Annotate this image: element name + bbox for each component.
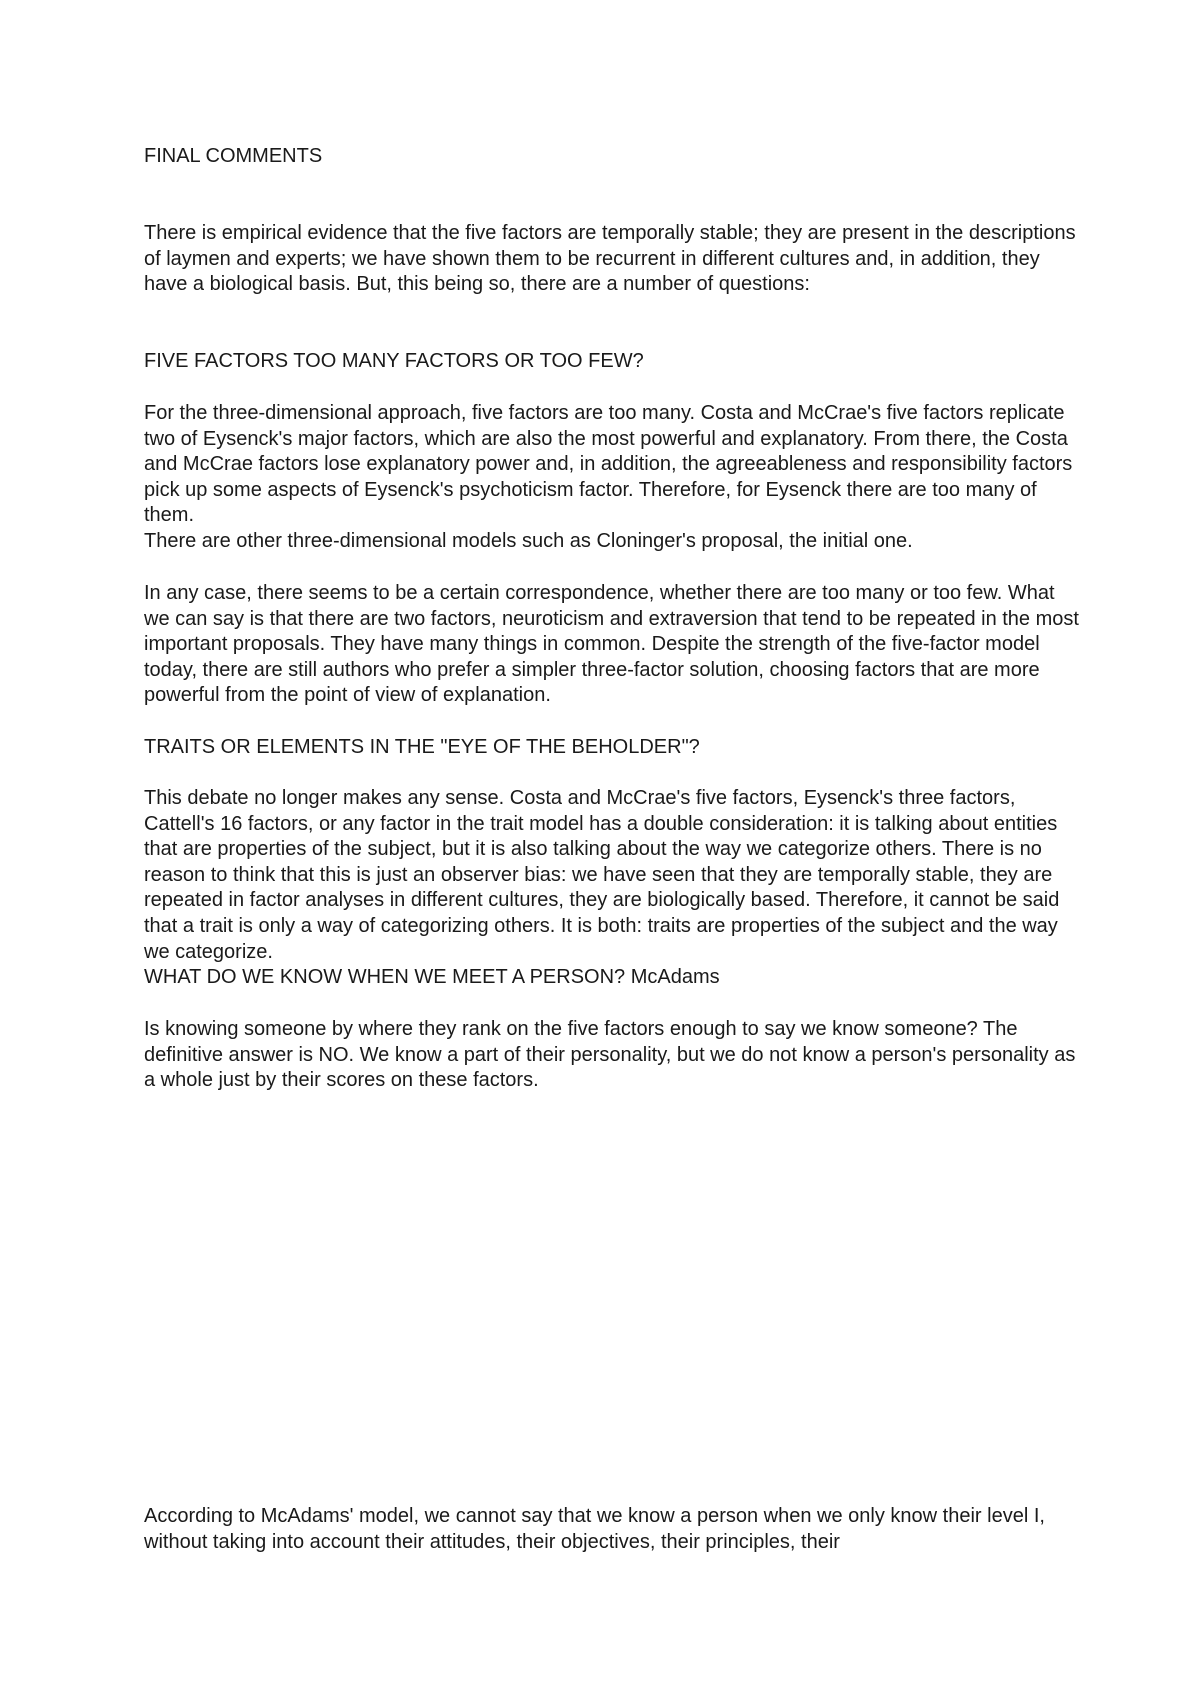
intro-paragraph: There is empirical evidence that the five factors are temporally stable; they are present in the descriptions of laymen and experts; we have shown them to be recurrent in different cultures and, in addition, they have a biological basis. But, this being so, there are a number of questions: bbox=[144, 222, 1076, 296]
paragraph-debate: This debate no longer makes any sense. Costa and McCrae's five factors, Eysenck's three factors, Cattell's 16 factors, or any factor in the trait model has a double consideration: it is talking about entities that are properties of the subject, but it is also talking about the way we categorize others. There is no reason to think that this is just an observer bias: we have seen that they are temporally stable, they are repeated in factor analyses in different cultures, they are biologically based. Therefore, it cannot be said that a trait is only a way of categorizing others. It is both: traits are properties of the subject and the way we categorize. bbox=[144, 787, 1060, 963]
paragraph-correspondence: In any case, there seems to be a certain correspondence, whether there are too many or too few. What we can say is that there are two factors, neuroticism and extraversion that tend to be repeated in the most important proposals. They have many things in common. Despite the strength of the five-factor model today, there are still authors who prefer a simpler three-factor solution, choosing factors that are more powerful from the point of view of explanation. bbox=[144, 582, 1079, 707]
paragraph-knowing-someone: Is knowing someone by where they rank on the five factors enough to say we know someone? The definitive answer is NO. We know a part of their personality, but we do not know a person's personality as a whole just by their scores on these factors. bbox=[144, 1018, 1076, 1092]
section-heading-mcadams: WHAT DO WE KNOW WHEN WE MEET A PERSON? McAdams bbox=[144, 966, 720, 988]
paragraph-three-dimensional: For the three-dimensional approach, five factors are too many. Costa and McCrae's five factors replicate two of Eysenck's major factors, which are also the most powerful and explanatory. From there, the Costa and McCrae factors lose explanatory power and, in addition, the agreeableness and responsibility factors pick up some aspects of Eysenck's psychoticism factor. Therefore, for Eysenck there are too many of them. There are other three-dimensional models such as Cloninger's proposal, the initial one. bbox=[144, 402, 1073, 552]
section-heading-traits: TRAITS OR ELEMENTS IN THE "EYE OF THE BEHOLDER"? bbox=[144, 736, 700, 758]
document-title: FINAL COMMENTS bbox=[144, 145, 323, 167]
section-heading-five-factors: FIVE FACTORS TOO MANY FACTORS OR TOO FEW? bbox=[144, 350, 644, 372]
paragraph-mcadams-model: According to McAdams' model, we cannot say that we know a person when we only know their level I, without taking into account their attitudes, their objectives, their principles, their bbox=[144, 1505, 1045, 1553]
